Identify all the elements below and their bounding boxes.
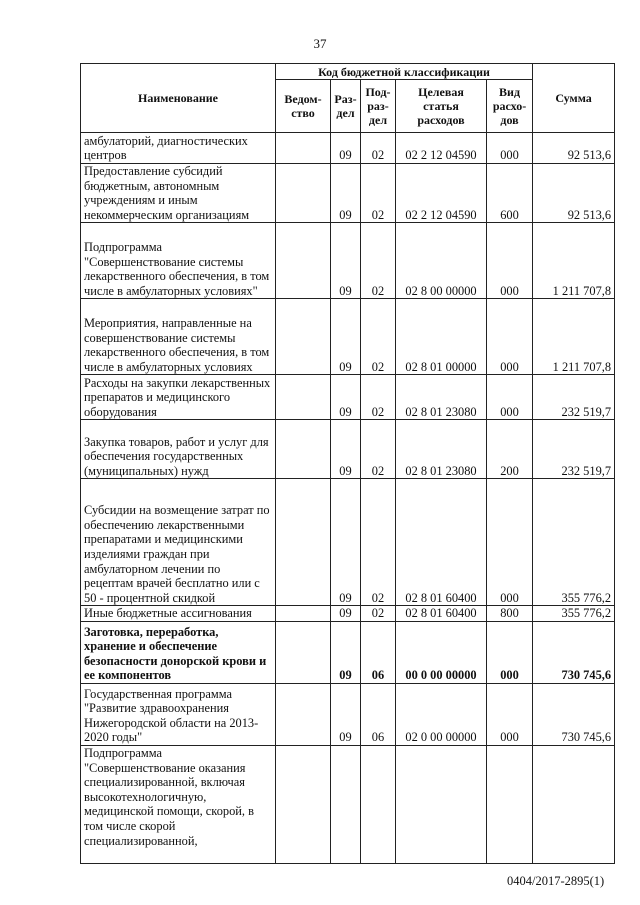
cell-podrazdel: 02 (361, 479, 396, 606)
cell-vid: 000 (487, 223, 533, 299)
header-razdel: Раз-дел (331, 80, 361, 133)
header-group: Код бюджетной классификации (276, 64, 533, 80)
cell-ved (276, 133, 331, 164)
cell-summa (533, 745, 615, 863)
table-row (81, 621, 615, 683)
cell-celevaya: 02 8 01 60400 (396, 479, 487, 606)
cell-vid: 000 (487, 683, 533, 745)
cell-summa: 730 745,6 (533, 621, 615, 683)
document-code: 0404/2017-2895(1) (507, 874, 605, 888)
cell-razdel: 09 (331, 223, 361, 299)
cell-ved (276, 223, 331, 299)
cell-vid: 200 (487, 420, 533, 479)
cell-name: Закупка товаров, работ и услуг для обеспечения государственных (муниципальных) нужд (81, 420, 276, 479)
cell-vid: 000 (487, 479, 533, 606)
cell-vid (487, 745, 533, 863)
cell-vid: 000 (487, 133, 533, 164)
cell-celevaya: 02 2 12 04590 (396, 133, 487, 164)
cell-vid: 000 (487, 299, 533, 375)
cell-celevaya: 02 8 01 00000 (396, 299, 487, 375)
cell-summa: 1 211 707,8 (533, 223, 615, 299)
cell-ved (276, 745, 331, 863)
cell-celevaya: 02 8 00 00000 (396, 223, 487, 299)
cell-razdel: 09 (331, 479, 361, 606)
cell-vid: 600 (487, 164, 533, 223)
cell-podrazdel: 02 (361, 375, 396, 420)
cell-vid: 000 (487, 375, 533, 420)
table-row (81, 745, 615, 863)
cell-ved (276, 606, 331, 622)
header-celevaya: Целевая статья расходов (396, 80, 487, 133)
cell-summa: 232 519,7 (533, 420, 615, 479)
table-row (81, 223, 615, 299)
cell-razdel: 09 (331, 133, 361, 164)
cell-ved (276, 683, 331, 745)
cell-name: Подпрограмма "Совершенствование системы лекарственного обеспечения, в том числе в амбулаторных условиях" (81, 223, 276, 299)
cell-ved (276, 479, 331, 606)
header-vedomstvo: Ведом-ство (276, 80, 331, 133)
table-row (81, 420, 615, 479)
cell-summa: 355 776,2 (533, 479, 615, 606)
cell-name: Расходы на закупки лекарственных препаратов и медицинского оборудования (81, 375, 276, 420)
table-row (81, 299, 615, 375)
table-body (81, 133, 615, 864)
cell-ved (276, 621, 331, 683)
cell-razdel: 09 (331, 606, 361, 622)
cell-summa: 355 776,2 (533, 606, 615, 622)
cell-razdel: 09 (331, 420, 361, 479)
header-summa: Сумма (533, 64, 615, 133)
cell-razdel: 09 (331, 299, 361, 375)
cell-ved (276, 299, 331, 375)
cell-vid: 000 (487, 621, 533, 683)
header-name: Наименование (81, 64, 276, 133)
cell-podrazdel: 02 (361, 164, 396, 223)
table-row (81, 683, 615, 745)
cell-podrazdel (361, 745, 396, 863)
cell-summa: 92 513,6 (533, 164, 615, 223)
cell-celevaya: 02 8 01 23080 (396, 420, 487, 479)
cell-celevaya: 02 2 12 04590 (396, 164, 487, 223)
cell-name: Мероприятия, направленные на совершенствование системы лекарственного обеспечения, в том числе в амбулаторных условиях (81, 299, 276, 375)
header-vid: Вид расхо-дов (487, 80, 533, 133)
cell-podrazdel: 02 (361, 299, 396, 375)
table-row (81, 479, 615, 606)
cell-name: Подпрограмма "Совершенствование оказания специализированной, включая высокотехнологичную, медицинской помощи, скорой, в том числе скорой специализированной, (81, 745, 276, 863)
cell-name: Предоставление субсидий бюджетным, автономным учреждениям и иным некоммерческим организациям (81, 164, 276, 223)
cell-vid: 800 (487, 606, 533, 622)
cell-summa: 1 211 707,8 (533, 299, 615, 375)
table-row (81, 375, 615, 420)
page-number: 37 (313, 36, 327, 51)
cell-celevaya: 02 8 01 60400 (396, 606, 487, 622)
cell-summa: 232 519,7 (533, 375, 615, 420)
table-row (81, 606, 615, 622)
cell-razdel: 09 (331, 375, 361, 420)
cell-summa: 92 513,6 (533, 133, 615, 164)
cell-ved (276, 164, 331, 223)
header-podrazdel: Под-раз-дел (361, 80, 396, 133)
budget-table (80, 63, 615, 864)
cell-name: амбулаторий, диагностических центров (81, 133, 276, 164)
cell-celevaya: 02 0 00 00000 (396, 683, 487, 745)
cell-razdel: 09 (331, 683, 361, 745)
cell-name: Государственная программа "Развитие здравоохранения Нижегородской области на 2013-2020 годы" (81, 683, 276, 745)
cell-name: Заготовка, переработка, хранение и обеспечение безопасности донорской крови и ее компонентов (81, 621, 276, 683)
cell-celevaya: 02 8 01 23080 (396, 375, 487, 420)
table-row (81, 133, 615, 164)
cell-summa: 730 745,6 (533, 683, 615, 745)
table-row (81, 164, 615, 223)
cell-podrazdel: 06 (361, 621, 396, 683)
cell-celevaya (396, 745, 487, 863)
cell-celevaya: 00 0 00 00000 (396, 621, 487, 683)
cell-podrazdel: 02 (361, 606, 396, 622)
cell-podrazdel: 02 (361, 420, 396, 479)
cell-podrazdel: 06 (361, 683, 396, 745)
cell-razdel (331, 745, 361, 863)
cell-name: Субсидии на возмещение затрат по обеспечению лекарственными препаратами и медицинскими изделиями граждан при амбулаторном лечении по рецептам врачей бесплатно или с 50 - процентной скидкой (81, 479, 276, 606)
cell-ved (276, 420, 331, 479)
cell-podrazdel: 02 (361, 223, 396, 299)
cell-podrazdel: 02 (361, 133, 396, 164)
cell-ved (276, 375, 331, 420)
cell-name: Иные бюджетные ассигнования (81, 606, 276, 622)
cell-razdel: 09 (331, 621, 361, 683)
cell-razdel: 09 (331, 164, 361, 223)
